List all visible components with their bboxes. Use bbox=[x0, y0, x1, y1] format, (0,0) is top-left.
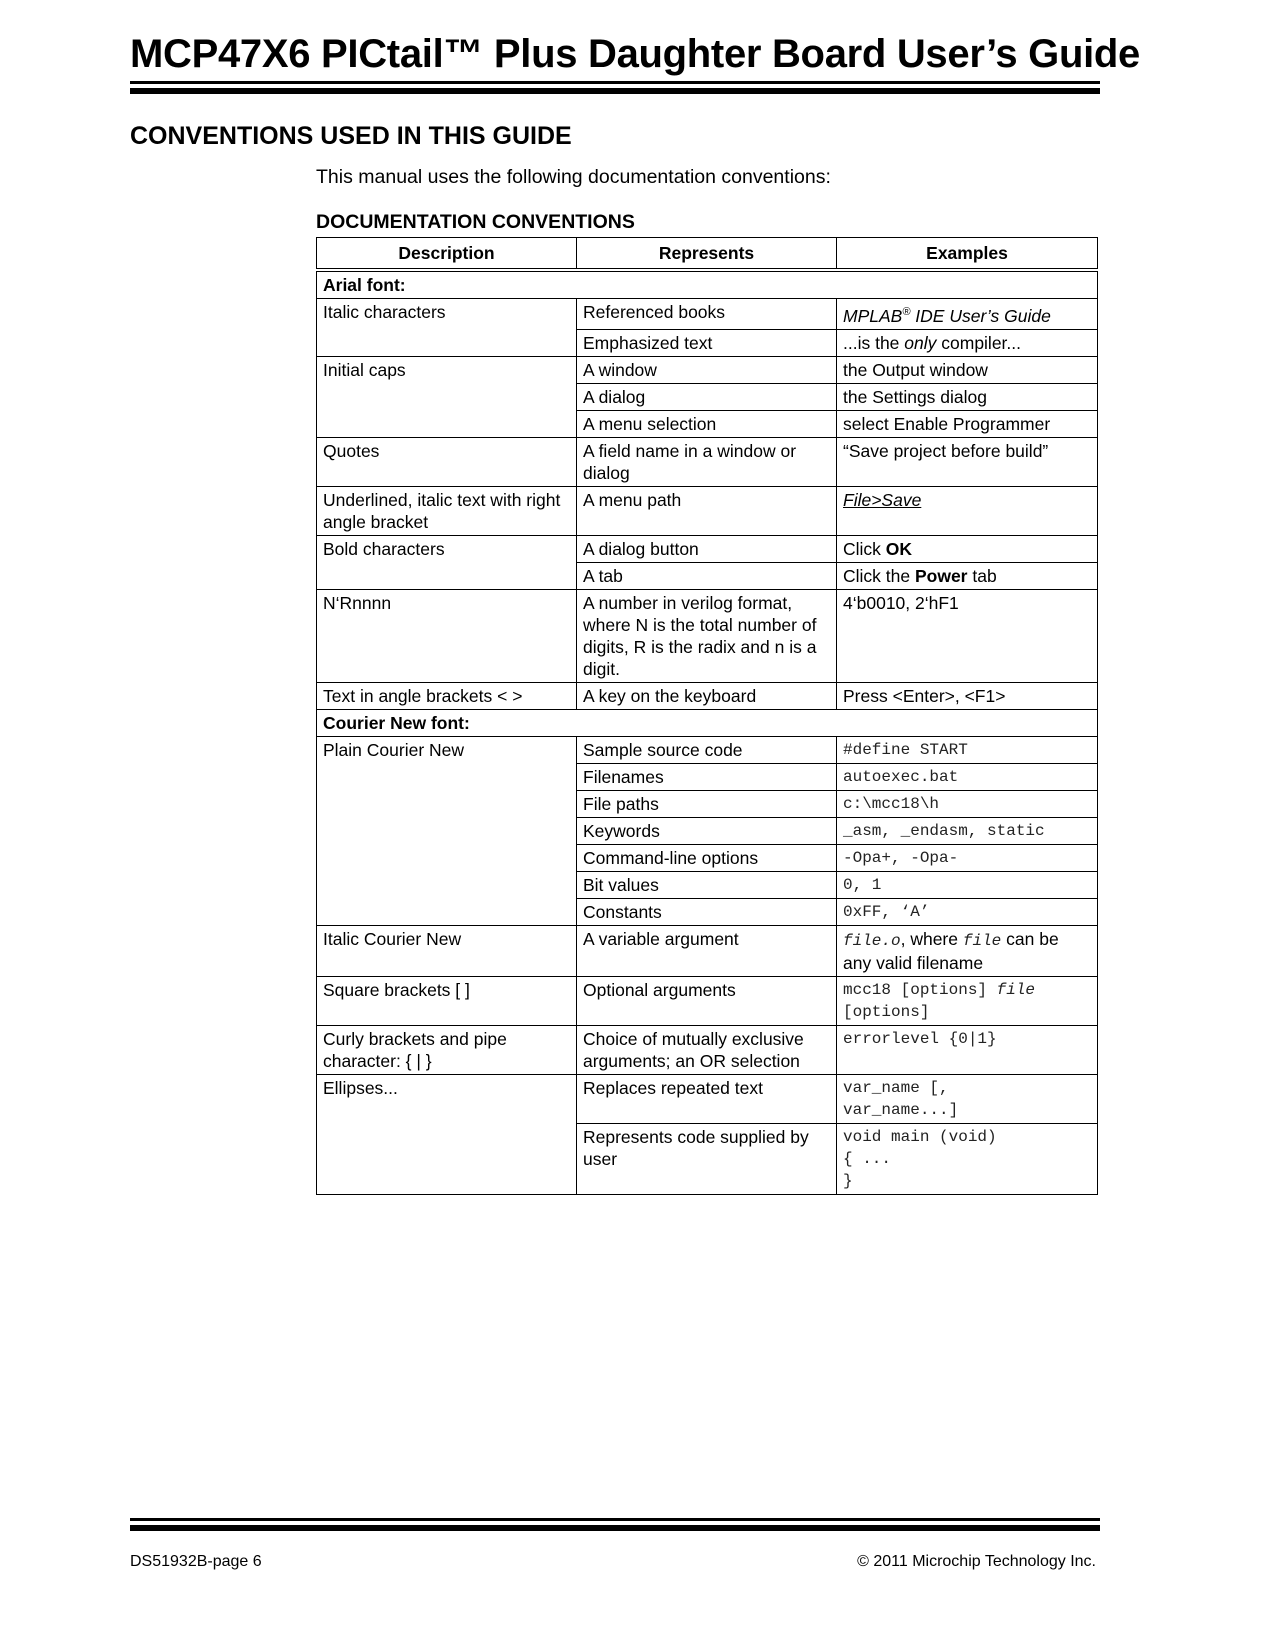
cell-represents: A key on the keyboard bbox=[577, 682, 837, 709]
cell-example: void main (void) { ... } bbox=[837, 1123, 1098, 1194]
cell-example: the Settings dialog bbox=[837, 383, 1098, 410]
cell-example: ...is the only compiler... bbox=[837, 329, 1098, 356]
cell-represents: A number in verilog format, where N is the total number of digits, R is the radix and n is a digit. bbox=[577, 589, 837, 682]
copyright: © 2011 Microchip Technology Inc. bbox=[857, 1553, 1096, 1570]
cell-description: Italic Courier New bbox=[317, 925, 577, 976]
cell-example: the Output window bbox=[837, 356, 1098, 383]
cell-represents: File paths bbox=[577, 790, 837, 817]
cell-example: 4‘b0010, 2‘hF1 bbox=[837, 589, 1098, 682]
table-row bbox=[317, 1074, 1098, 1123]
cell-description: N‘Rnnnn bbox=[317, 589, 577, 682]
table-row bbox=[317, 925, 1098, 976]
cell-represents: A menu selection bbox=[577, 410, 837, 437]
cell-represents: A field name in a window or dialog bbox=[577, 437, 837, 486]
table-header-row bbox=[317, 238, 1098, 271]
cell-represents: Represents code supplied by user bbox=[577, 1123, 837, 1194]
table-row bbox=[317, 682, 1098, 709]
cell-example: #define START bbox=[837, 736, 1098, 763]
footer-rule-thin bbox=[130, 1518, 1100, 1521]
cell-represents: Command-line options bbox=[577, 844, 837, 871]
table-row bbox=[317, 1025, 1098, 1074]
cell-description: Initial caps bbox=[317, 356, 577, 437]
cell-example: File>Save bbox=[837, 486, 1098, 535]
header-examples: Examples bbox=[837, 238, 1098, 271]
table-row bbox=[317, 535, 1098, 562]
cell-description: Curly brackets and pipe character: { | } bbox=[317, 1025, 577, 1074]
group-row-courier bbox=[317, 709, 1098, 736]
intro-text: This manual uses the following documentation conventions: bbox=[316, 166, 831, 188]
cell-example: 0xFF, ‘A’ bbox=[837, 898, 1098, 925]
table-row bbox=[317, 486, 1098, 535]
page-number: DS51932B-page 6 bbox=[130, 1553, 262, 1570]
cell-example: Click OK bbox=[837, 535, 1098, 562]
cell-example: 0, 1 bbox=[837, 871, 1098, 898]
cell-example: Click the Power tab bbox=[837, 562, 1098, 589]
cell-represents: A menu path bbox=[577, 486, 837, 535]
cell-represents: A dialog button bbox=[577, 535, 837, 562]
header-rule-thick bbox=[130, 88, 1100, 94]
header-represents: Represents bbox=[577, 238, 837, 271]
cell-example: MPLAB® IDE User’s Guide bbox=[837, 299, 1098, 330]
table-row bbox=[317, 589, 1098, 682]
cell-description: Quotes bbox=[317, 437, 577, 486]
cell-represents: Keywords bbox=[577, 817, 837, 844]
table-row bbox=[317, 437, 1098, 486]
cell-example: file.o, where file can be any valid filename bbox=[837, 925, 1098, 976]
cell-example: errorlevel {0|1} bbox=[837, 1025, 1098, 1074]
cell-example: var_name [, var_name...] bbox=[837, 1074, 1098, 1123]
table-row bbox=[317, 299, 1098, 330]
table-row bbox=[317, 356, 1098, 383]
cell-description: Bold characters bbox=[317, 535, 577, 589]
footer-rule-thick bbox=[130, 1525, 1100, 1531]
cell-represents: Replaces repeated text bbox=[577, 1074, 837, 1123]
cell-example: mcc18 [options] file [options] bbox=[837, 976, 1098, 1025]
cell-example: autoexec.bat bbox=[837, 763, 1098, 790]
cell-description: Square brackets [ ] bbox=[317, 976, 577, 1025]
cell-example: “Save project before build” bbox=[837, 437, 1098, 486]
group-label: Courier New font: bbox=[317, 709, 1098, 736]
cell-description: Plain Courier New bbox=[317, 736, 577, 925]
section-heading: CONVENTIONS USED IN THIS GUIDE bbox=[130, 122, 572, 150]
cell-description: Ellipses... bbox=[317, 1074, 577, 1194]
cell-example: c:\mcc18\h bbox=[837, 790, 1098, 817]
cell-description: Text in angle brackets < > bbox=[317, 682, 577, 709]
conventions-table bbox=[316, 237, 1098, 1195]
document-title: MCP47X6 PICtail™ Plus Daughter Board User’s Guide bbox=[130, 32, 1141, 76]
cell-represents: Referenced books bbox=[577, 299, 837, 330]
cell-represents: A window bbox=[577, 356, 837, 383]
cell-represents: Bit values bbox=[577, 871, 837, 898]
table-row bbox=[317, 736, 1098, 763]
cell-example: -Opa+, -Opa- bbox=[837, 844, 1098, 871]
cell-represents: Emphasized text bbox=[577, 329, 837, 356]
cell-represents: Constants bbox=[577, 898, 837, 925]
cell-description: Underlined, italic text with right angle bracket bbox=[317, 486, 577, 535]
header-rule-thin bbox=[130, 81, 1100, 84]
cell-represents: A variable argument bbox=[577, 925, 837, 976]
cell-description: Italic characters bbox=[317, 299, 577, 357]
table-row bbox=[317, 976, 1098, 1025]
group-label: Arial font: bbox=[317, 270, 1098, 299]
cell-represents: Filenames bbox=[577, 763, 837, 790]
cell-example: Press <Enter>, <F1> bbox=[837, 682, 1098, 709]
cell-represents: Optional arguments bbox=[577, 976, 837, 1025]
cell-represents: Sample source code bbox=[577, 736, 837, 763]
table-title: DOCUMENTATION CONVENTIONS bbox=[316, 211, 635, 233]
cell-example: select Enable Programmer bbox=[837, 410, 1098, 437]
header-description: Description bbox=[317, 238, 577, 271]
cell-represents: A tab bbox=[577, 562, 837, 589]
group-row-arial bbox=[317, 270, 1098, 299]
cell-represents: Choice of mutually exclusive arguments; an OR selection bbox=[577, 1025, 837, 1074]
cell-represents: A dialog bbox=[577, 383, 837, 410]
cell-example: _asm, _endasm, static bbox=[837, 817, 1098, 844]
